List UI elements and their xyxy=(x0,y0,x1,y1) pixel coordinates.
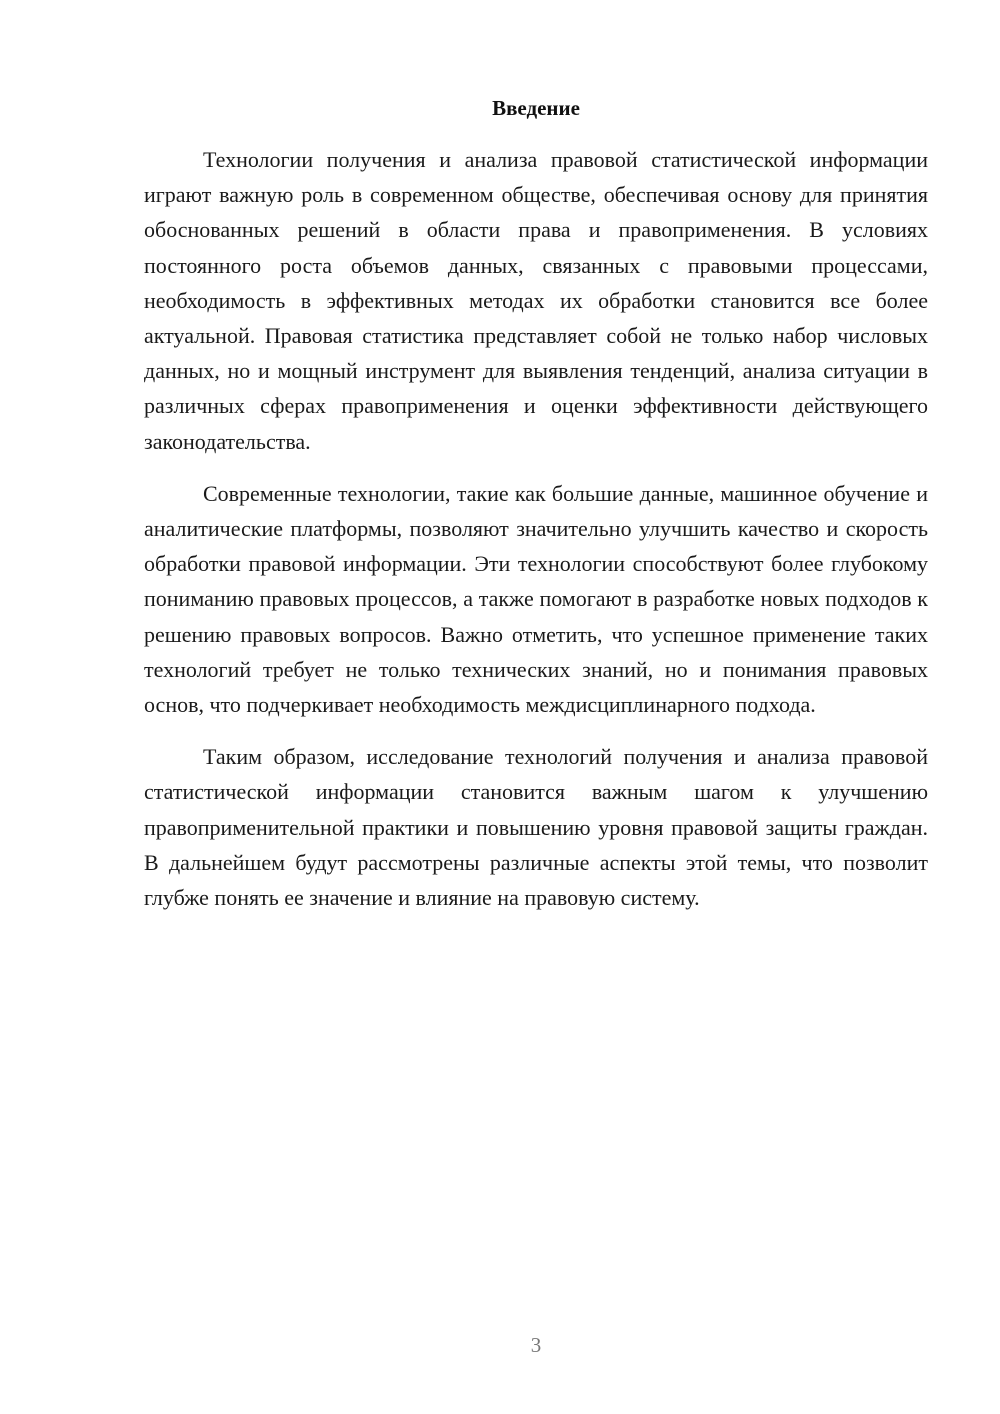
paragraph-3: Таким образом, исследование технологий получения и анализа правовой статистической информации становится важным шагом к улучшению правоприменительной практики и повышению уровня правовой защиты граждан. В дальнейшем будут рассмотрены различные аспекты этой темы, что позволит глубже понять ее значение и влияние на правовую систему. xyxy=(144,744,928,911)
body-text xyxy=(144,142,928,932)
section-heading: Введение xyxy=(492,96,580,120)
page-number: 3 xyxy=(530,1333,542,1357)
paragraph-1: Технологии получения и анализа правовой статистической информации играют важную роль в современном обществе, обеспечивая основу для принятия обоснованных решений в области права и правоприменения. В условиях постоянного роста объемов данных, связанных с правовыми процессами, необходимость в эффективных методах их обработки становится все более актуальной. Правовая статистика представляет собой не только набор числовых данных, но и мощный инструмент для выявления тенденций, анализа ситуации в различных сферах правоприменения и оценки эффективности действующего законодательства. xyxy=(144,147,928,454)
paragraph-2: Современные технологии, такие как большие данные, машинное обучение и аналитические платформы, позволяют значительно улучшить качество и скорость обработки правовой информации. Эти технологии способствуют более глубокому пониманию правовых процессов, а также помогают в разработке новых подходов к решению правовых вопросов. Важно отметить, что успешное применение таких технологий требует не только технических знаний, но и понимания правовых основ, что подчеркивает необходимость междисциплинарного подхода. xyxy=(144,480,928,718)
